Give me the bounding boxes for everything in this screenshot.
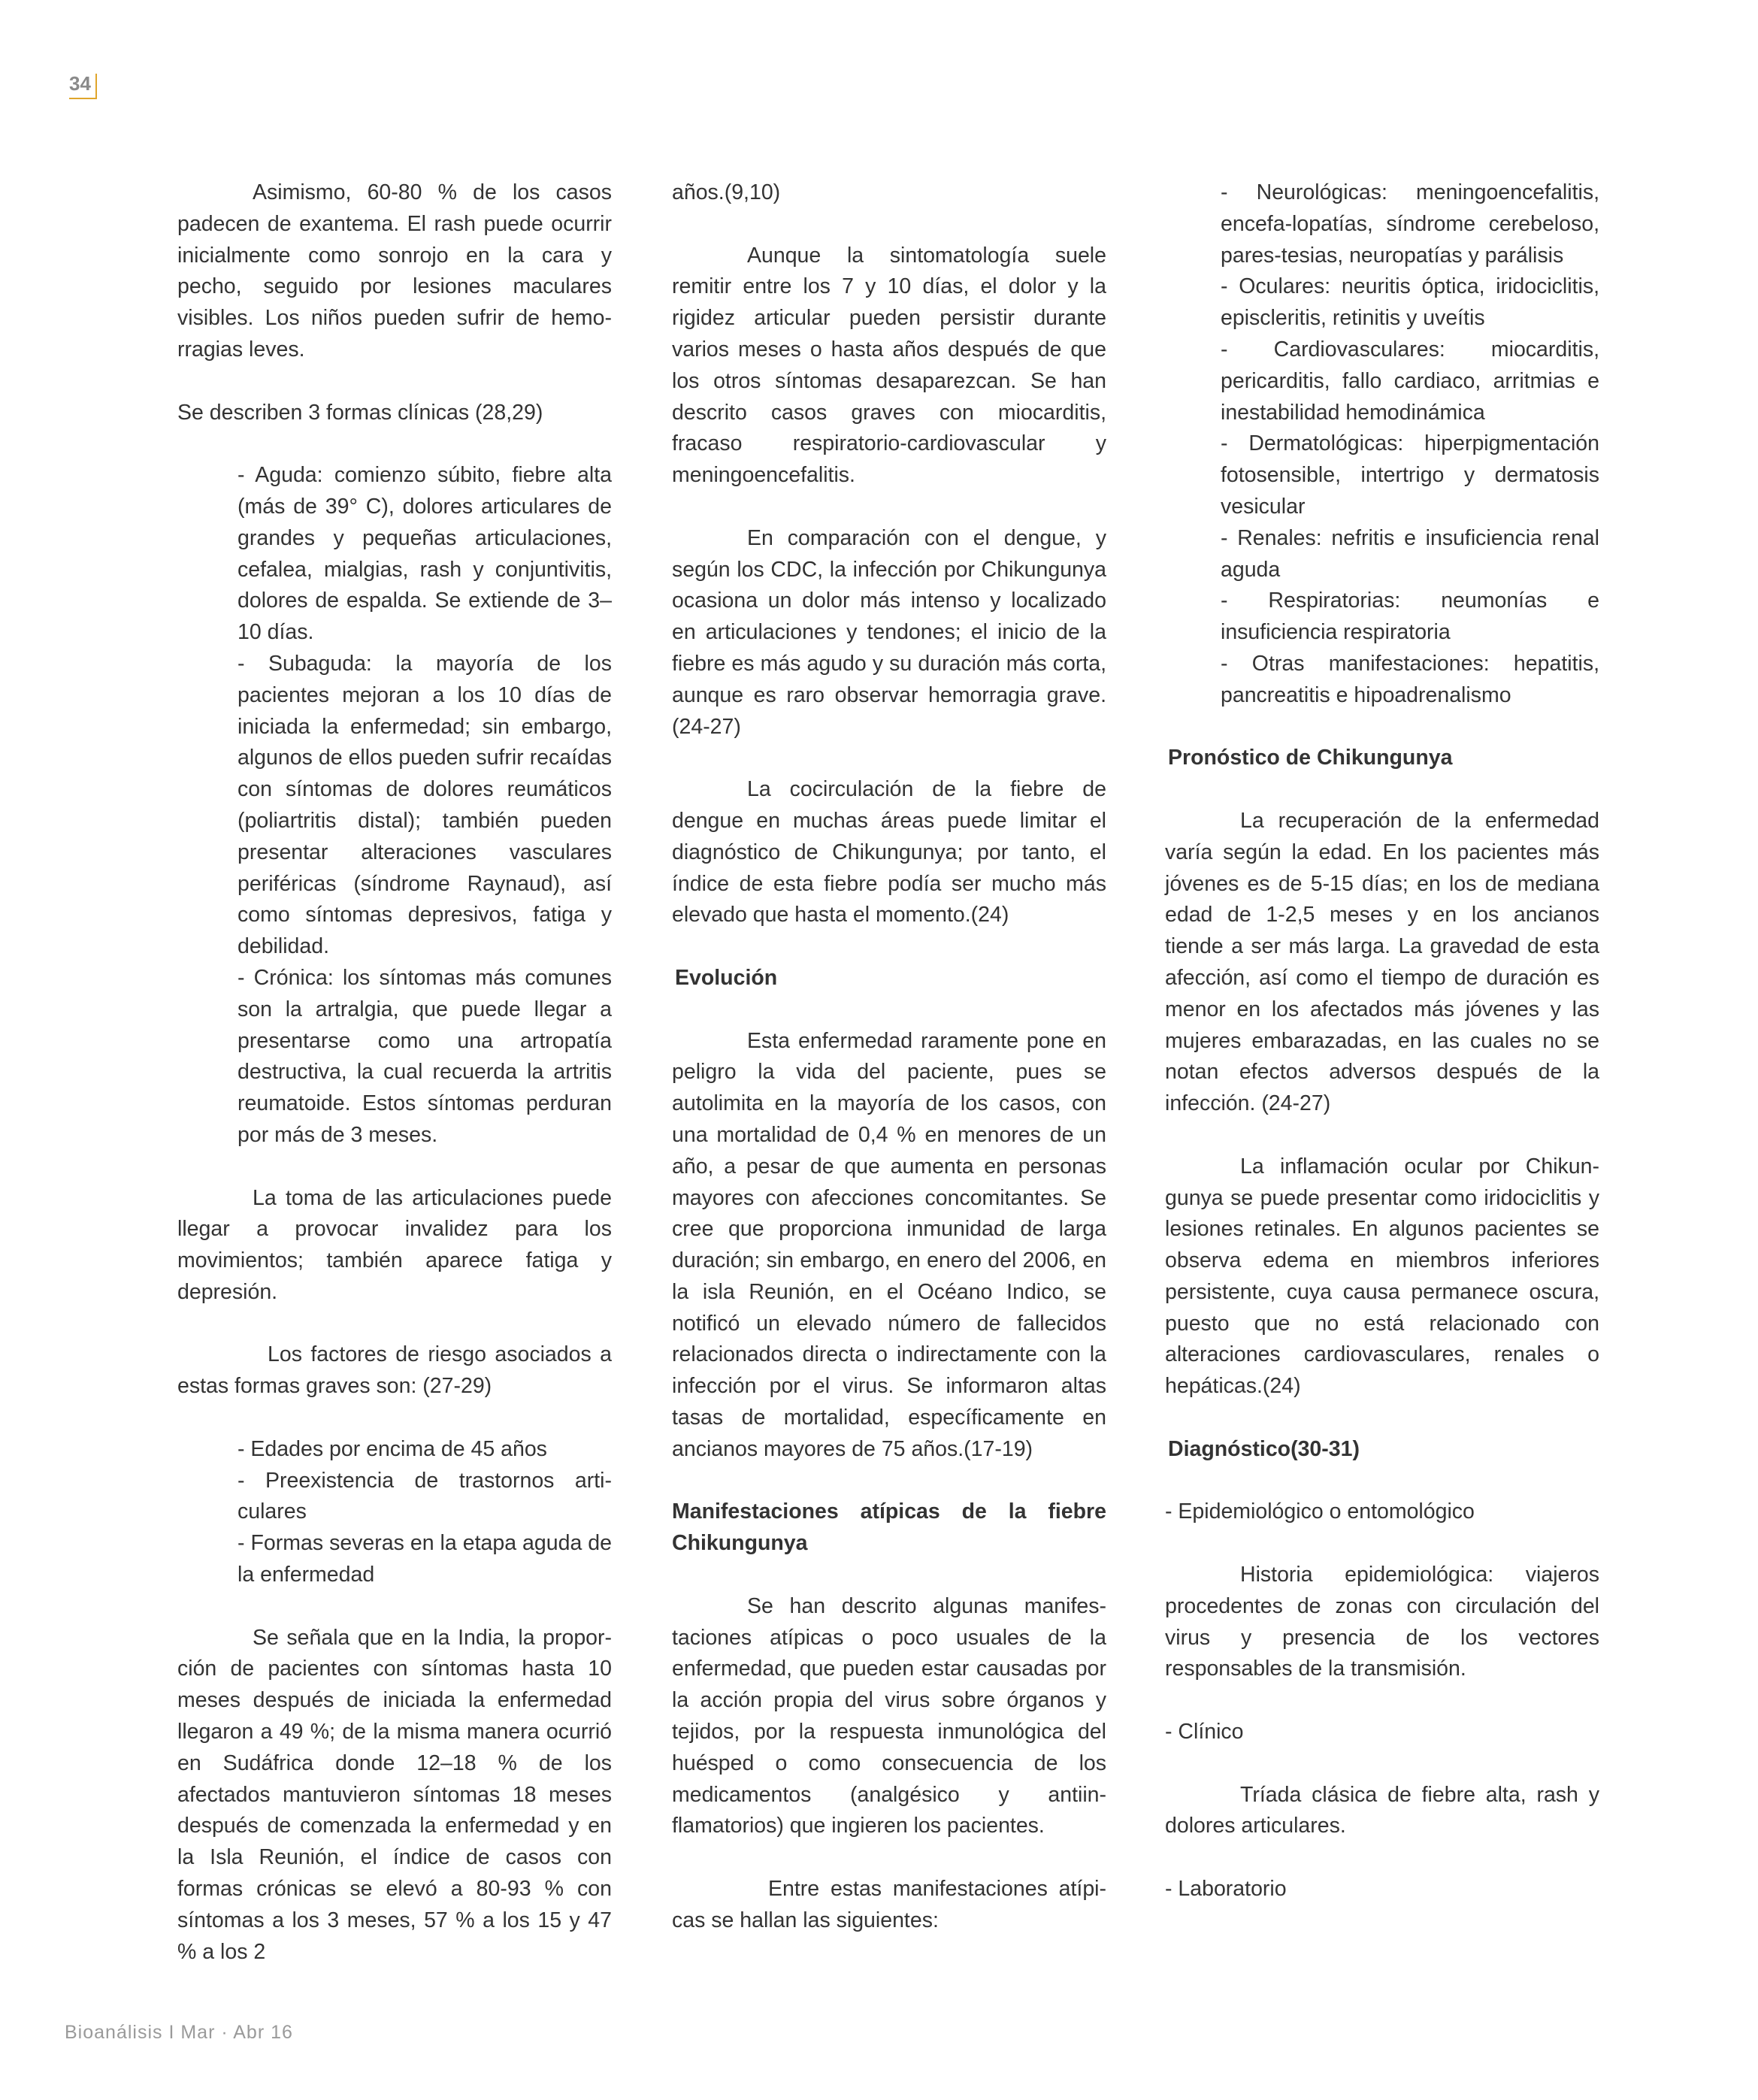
column-1 [177, 177, 612, 1968]
paragraph-atypical-manifestations: Se han descrito algunas manifes-taciones atípicas o poco usuales de la enfermedad, que pueden estar causadas por la acción propia del virus sobre órganos y tejidos, por la respuesta inmunológica del huésped o como consecuencia de los medicamentos (analgésico y antiin-flamatorios) que ingieren los pacientes. [672, 1593, 1106, 1838]
footer-publication: Bioanálisis I Mar · Abr 16 [65, 2022, 293, 2043]
risk-factors-list [177, 1434, 612, 1591]
paragraph-recovery: La recuperación de la enfermedad varía según la edad. En los pacientes más jóvenes es de 5-15 días; en los de mediana edad de 1-2,5 meses y en los ancianos tiende a ser más larga. La gravedad de esta afección, así como el tiempo de duración es menor en los afectados más jóvenes y las mujeres embarazadas, en las cuales no se notan efectos adversos después de la infección. (24-27) [1165, 808, 1599, 1116]
paragraph-joint-involvement: La toma de las articulaciones puede llegar a provocar invalidez para los movimientos; también aparece fatiga y depresión. [177, 1185, 612, 1304]
list-item-cronica: - Crónica: los síntomas más comunes son la artralgia, que puede llegar a presentarse como una artropatía destructiva, la cual recuerda la artritis reumatoide. Estos síntomas perduran por más de 3 meses. [238, 965, 612, 1147]
paragraph-ocular-inflammation: La inflamación ocular por Chikun-gunya se puede presentar como iridociclitis y lesiones retinales. En algunos pacientes se observa edema en miembros inferiores persistente, cuya causa permanece oscura, puesto que no está relacionado con alteraciones cardiovasculares, renales o hepáticas.(24) [1165, 1154, 1599, 1399]
list-item-risk-age: - Edades por encima de 45 años [238, 1436, 547, 1461]
paragraph-cocirculation: La cocirculación de la fiebre de dengue en muchas áreas puede limitar el diagnóstico de Chikungunya; por tanto, el índice de esta fiebre podía ser mucho más elevado que hasta el momento.(24) [672, 777, 1106, 927]
paragraph-dengue-comparison: En comparación con el dengue, y según los CDC, la infección por Chikungunya ocasiona un dolor más intenso y localizado en articulaciones y tendones; el inicio de la fiebre es más agudo y su duración más corta, aunque es raro observar hemorragia grave.(24-27) [672, 525, 1106, 739]
paragraph-continuation: años.(9,10) [672, 180, 781, 204]
paragraph-risk-factors-intro: Los factores de riesgo asociados a estas formas graves son: (27-29) [177, 1342, 612, 1399]
list-item-renales: - Renales: nefritis e insuficiencia renal aguda [1221, 525, 1599, 582]
column-2 [672, 177, 1106, 1937]
list-item-dermatologicas: - Dermatológicas: hiperpigmentación fotosensible, intertrigo y dermatosis vesicular [1221, 431, 1599, 519]
paragraph-exanthema: Asimismo, 60-80 % de los casos padecen de exantema. El rash puede ocurrir inicialmente como sonrojo en la cara y pecho, seguido por lesiones maculares visibles. Los niños pueden sufrir de hemo-rragias leves. [177, 180, 612, 362]
heading-diagnostico: Diagnóstico(30-31) [1168, 1436, 1360, 1461]
heading-pronostico: Pronóstico de Chikungunya [1168, 746, 1453, 770]
manifestations-list [1165, 177, 1599, 712]
paragraph-manifestations-intro: Entre estas manifestaciones atípi-cas se hallan las siguientes: [672, 1877, 1106, 1932]
list-item-respiratorias: - Respiratorias: neumonías e insuficiencia respiratoria [1221, 589, 1599, 645]
paragraph-epidemiological-history: Historia epidemiológica: viajeros procedentes de zonas con circulación del virus y presencia de los vectores responsables de la transmisión. [1165, 1563, 1599, 1681]
list-item-aguda: - Aguda: comienzo súbito, fiebre alta (más de 39° C), dolores articulares de grandes y pequeñas articulaciones, cefalea, mialgias, rash y conjuntivitis, dolores de espalda. Se extiende de 3–10 días. [238, 463, 612, 645]
list-item-oculares: - Oculares: neuritis óptica, iridociclitis, episcleritis, retinitis y uveítis [1221, 274, 1599, 331]
clinical-forms-list [177, 460, 612, 1151]
paragraph-evolution: Esta enfermedad raramente pone en peligro la vida del paciente, pues se autolimita en la mayoría de los casos, con una mortalidad de 0,4 % en menores de un año, a pesar de que aumenta en personas mayores con afecciones concomitantes. Se cree que proporciona inmunidad de larga duración; sin embargo, en enero del 2006, en la isla Reunión, en el Océano Indico, se notificó un elevado número de fallecidos relacionados directa o indirectamente con la infección por el virus. Se informaron altas tasas de mortalidad, específicamente en ancianos mayores de 75 años.(17-19) [672, 1028, 1106, 1461]
list-item-cardiovasculares: - Cardiovasculares: miocarditis, pericarditis, fallo cardiaco, arritmias e inestabilidad hemodinámica [1221, 337, 1599, 425]
paragraph-classic-triad: Tríada clásica de fiebre alta, rash y dolores articulares. [1165, 1782, 1599, 1838]
heading-atypical-manifestations: Manifestaciones atípicas de la fiebre Chikungunya [672, 1499, 1106, 1556]
paragraph-laboratorio: - Laboratorio [1165, 1877, 1287, 1902]
list-item-otras: - Otras manifestaciones: hepatitis, pancreatitis e hipoadrenalismo [1221, 651, 1599, 707]
paragraph-clinical-forms-intro: Se describen 3 formas clínicas (28,29) [177, 400, 543, 425]
list-item-risk-severe: - Formas severas en la etapa aguda de la enfermedad [238, 1531, 612, 1587]
paragraph-symptom-duration: Aunque la sintomatología suele remitir entre los 7 y 10 días, el dolor y la rigidez articular pueden persistir durante varios meses o hasta años después de que los otros síntomas desaparezcan. Se han descrito casos graves con miocarditis, fracaso respiratorio-cardiovascular y meningoencefalitis. [672, 243, 1106, 488]
paragraph-clinico: - Clínico [1165, 1720, 1244, 1744]
list-item-subaguda: - Subaguda: la mayoría de los pacientes mejoran a los 10 días de iniciada la enfermedad; sin embargo, algunos de ellos pueden sufrir recaídas con síntomas de dolores reumáticos (poliartritis distal); también pueden presentar alteraciones vasculares periféricas (síndrome Raynaud), así como síntomas depresivos, fatiga y debilidad. [238, 651, 612, 959]
list-item-neurologicas: - Neurológicas: meningoencefalitis, encefa-lopatías, síndrome cerebeloso, pares-tesias, neuropatías y parálisis [1221, 180, 1599, 268]
column-3 [1165, 177, 1599, 1905]
paragraph-epidemiologico: - Epidemiológico o entomológico [1165, 1499, 1475, 1524]
paragraph-chronic-statistics: Se señala que en la India, la propor-ción de pacientes con síntomas hasta 10 meses después de iniciada la enfermedad llegaron a 49 %; de la misma manera ocurrió en Sudáfrica donde 12–18 % de los afectados mantuvieron síntomas 18 meses después de comenzada la enfermedad y en la Isla Reunión, el índice de casos con formas crónicas se elevó a 80-93 % con síntomas a los 3 meses, 57 % a los 15 y 47 % a los 2 [177, 1625, 612, 1964]
list-item-risk-preexisting: - Preexistencia de trastornos arti-culares [238, 1468, 612, 1524]
page-number: 34 [69, 74, 97, 99]
heading-evolucion: Evolución [675, 965, 778, 990]
